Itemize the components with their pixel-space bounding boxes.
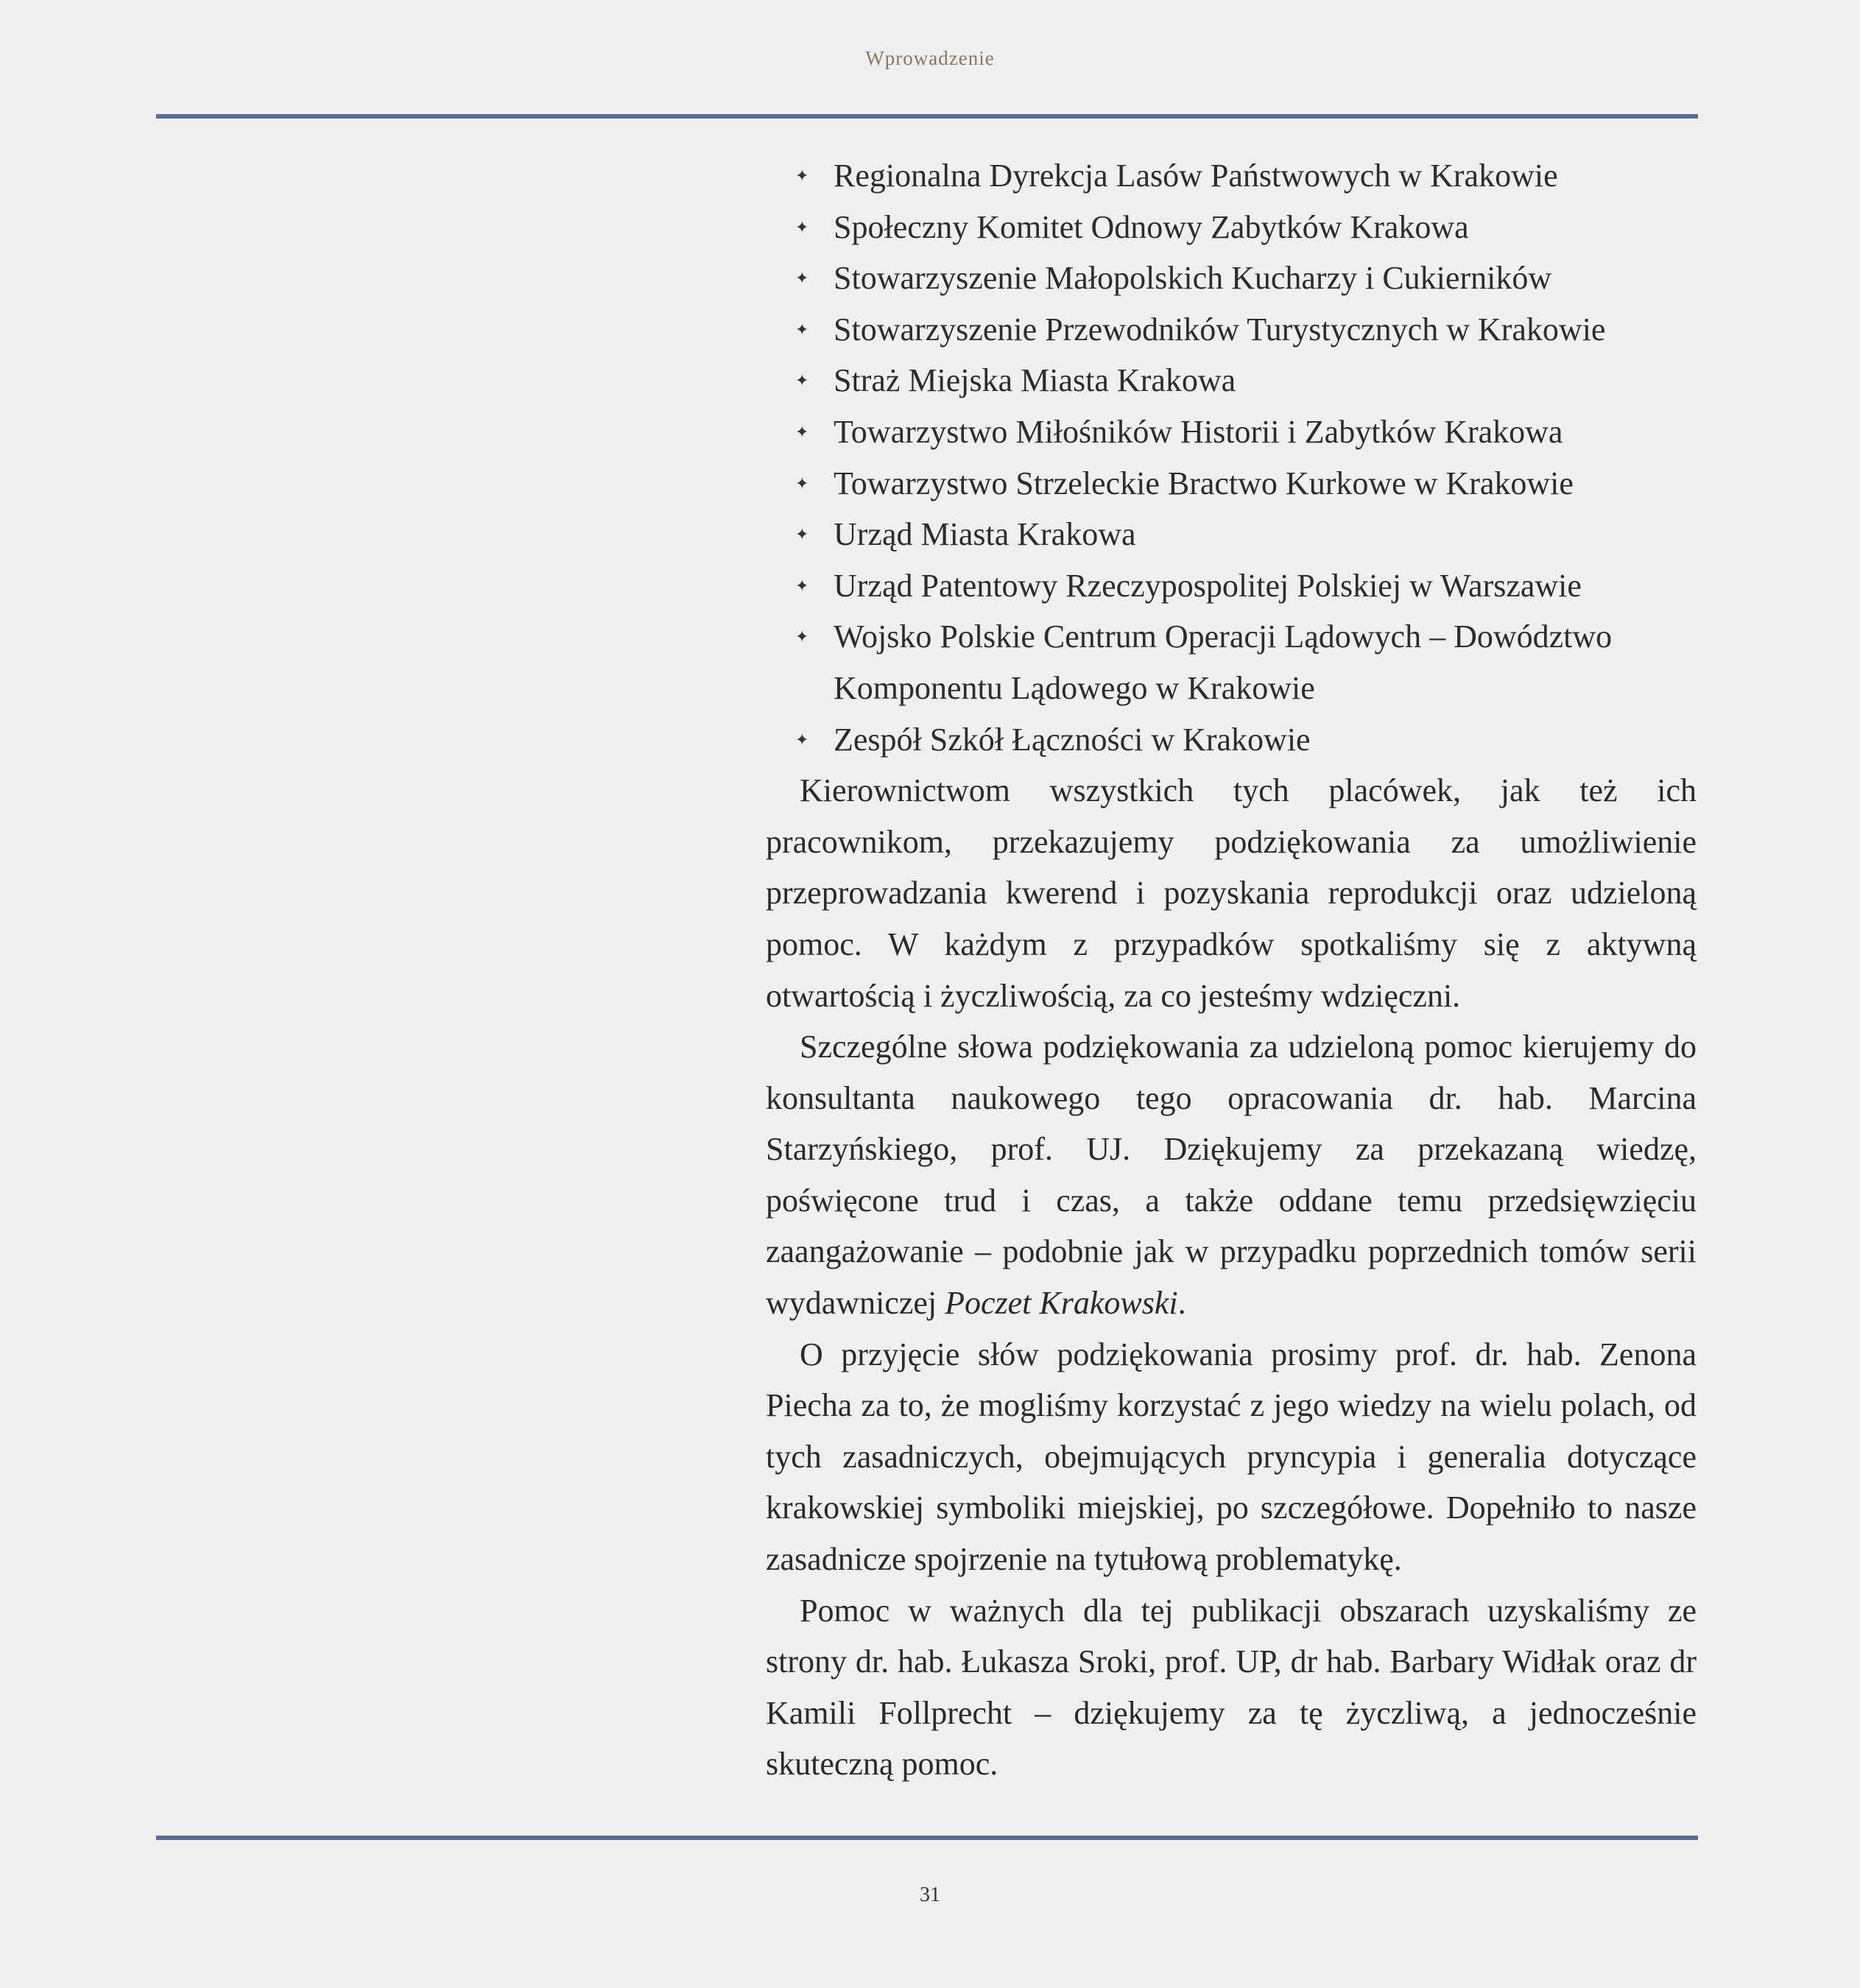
list-item	[766, 253, 1697, 304]
list-item	[766, 458, 1697, 510]
list-item-text: Wojsko Polskie Centrum Operacji Lądowych – Dowództwo Komponentu Lądowego w Krakowie	[834, 618, 1613, 706]
bullet-icon: ✦	[795, 525, 809, 544]
paragraph-text: Szczególne słowa podziękowania za udzieloną pomoc kierujemy do konsultanta naukowego tego opracowania dr. hab. Marcina Starzyńskiego, prof. UJ. Dziękujemy za przekazaną wiedzę, poświęcone trud i czas, a także oddane temu przedsięwzięciu zaangażowanie – podobnie jak w przypadku poprzednich tomów serii wydawniczej	[766, 1029, 1697, 1322]
list-item-text: Towarzystwo Strzeleckie Bractwo Kurkowe w Krakowie	[834, 465, 1574, 501]
paragraph-end: .	[1177, 1285, 1186, 1322]
page-number: 31	[920, 1883, 940, 1906]
bullet-icon: ✦	[795, 473, 809, 493]
paragraph-acknowledgement-help: Pomoc w ważnych dla tej publikacji obszarach uzyskaliśmy ze strony dr. hab. Łukasza Sroki, prof. UP, dr hab. Barbary Widłak oraz dr Kamili Follprecht – dziękujemy za tę życzliwą, a jednocześnie skuteczną pomoc.	[766, 1592, 1697, 1783]
bullet-icon: ✦	[795, 422, 809, 441]
bullet-icon: ✦	[795, 627, 809, 646]
bullet-icon: ✦	[795, 217, 809, 236]
list-item	[766, 150, 1697, 202]
list-item-text: Stowarzyszenie Małopolskich Kucharzy i Cukierników	[834, 260, 1552, 297]
list-item-text: Towarzystwo Miłośników Historii i Zabytków Krakowa	[834, 413, 1563, 450]
list-item-text: Straż Miejska Miasta Krakowa	[834, 362, 1236, 399]
institution-list	[766, 150, 1697, 765]
running-head: Wprowadzenie	[865, 47, 995, 69]
list-item	[766, 202, 1697, 253]
list-item	[766, 304, 1697, 356]
bullet-icon: ✦	[795, 730, 809, 749]
bullet-icon: ✦	[795, 269, 809, 288]
list-item	[766, 355, 1697, 406]
paragraph-acknowledgement-piech: O przyjęcie słów podziękowania prosimy prof. dr. hab. Zenona Piecha za to, że mogliśmy korzystać z jego wiedzy na wielu polach, od tych zasadniczych, obejmujących pryncypia i generalia dotyczące krakowskiej symboliki miejskiej, po szczegółowe. Dopełniło to nasze zasadnicze spojrzenie na tytułową problematykę.	[766, 1336, 1697, 1578]
bullet-icon: ✦	[795, 166, 809, 185]
list-item-text: Regionalna Dyrekcja Lasów Państwowych w Krakowie	[834, 158, 1558, 194]
list-item-text: Stowarzyszenie Przewodników Turystycznych w Krakowie	[834, 311, 1606, 348]
paragraph-acknowledgement-consultant	[766, 1021, 1697, 1329]
bullet-icon: ✦	[795, 576, 809, 595]
list-item-text: Społeczny Komitet Odnowy Zabytków Krakowa	[834, 208, 1469, 245]
series-title: Poczet Krakowski	[945, 1285, 1178, 1322]
top-rule	[156, 114, 1698, 119]
bullet-icon: ✦	[795, 371, 809, 390]
list-item-text: Urząd Patentowy Rzeczypospolitej Polskiej w Warszawie	[834, 567, 1582, 604]
list-item	[766, 560, 1697, 612]
list-item	[766, 714, 1697, 766]
list-item-text: Urząd Miasta Krakowa	[834, 516, 1136, 553]
bottom-rule	[156, 1836, 1698, 1840]
bullet-icon: ✦	[795, 320, 809, 339]
list-item-text: Zespół Szkół Łączności w Krakowie	[834, 721, 1311, 758]
list-item	[766, 509, 1697, 560]
page-content	[766, 150, 1697, 1790]
list-item	[766, 406, 1697, 458]
list-item	[766, 611, 1697, 713]
paragraph-acknowledgement-institutions: Kierownictwom wszystkich tych placówek, jak też ich pracownikom, przekazujemy podziękowania za umożliwienie przeprowadzania kwerend i pozyskania reprodukcji oraz udzieloną pomoc. W każdym z przypadków spotkaliśmy się z aktywną otwartością i życzliwością, za co jesteśmy wdzięczni.	[766, 772, 1697, 1014]
